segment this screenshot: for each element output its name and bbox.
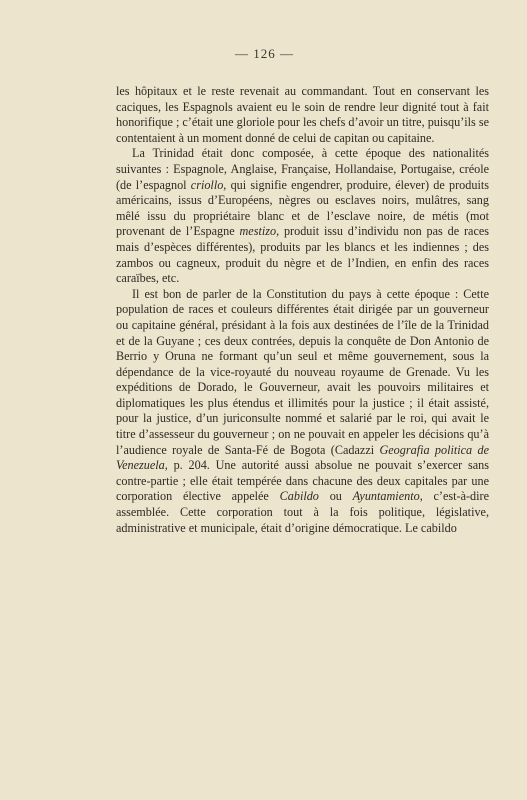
- italic-book-title: Geografia politica de Venezuela: [116, 442, 489, 473]
- paragraph-1: [116, 84, 489, 146]
- italic-term-mestizo: mestizo: [239, 224, 277, 239]
- paragraph-3-text-b: , p. 204. Une autorité aussi absolue ne pouvait s’exercer sans contre-partie ; elle était tempérée dans chacune des deux capitales par une corporation élective appelée: [116, 458, 489, 504]
- paragraph-2-text-a: La Trinidad était donc composée, à cette époque des nationalités suivantes : Espagnole, Anglaise, Française, Hollandaise, Portugaise, créole (de l’espagnol: [116, 146, 489, 192]
- body-text: [116, 84, 489, 536]
- paragraph-2: [116, 146, 489, 286]
- paragraph-1-text: les hôpitaux et le reste revenait au commandant. Tout en conservant les caciques, les Espagnols avaient eu le soin de rendre leur dignité tout à fait honorifique ; c’était une gloriole pour les chefs d’avoir un titre, puisqu’ils se contentaient à un moment donné de celui de capitan ou capitaine.: [116, 84, 489, 145]
- paragraph-3: [116, 287, 489, 537]
- paragraph-3-text-c: ou: [318, 489, 353, 504]
- italic-term-criollo: criollo: [190, 177, 224, 192]
- paragraph-2-text-c: , produit issu d’individu non pas de races mais d’espèces différentes), produits par les blancs et les indiennes ; des zambos ou cagneux, produit du nègre et de l’Indien, en enfin des races caraïbes, etc.: [116, 224, 490, 286]
- paragraph-2-text-b: , qui signifie engendrer, produire, élever) de produits américains, issus d’Européens, nègres ou esclaves noirs, mulâtres, sang mêlé issu du propriétaire blanc et de l’esclave noire, de métis (mot provenant de l’Espagne: [116, 177, 489, 239]
- italic-term-ayuntamiento: Ayuntamiento: [352, 489, 420, 504]
- italic-term-cabildo: Cabildo: [279, 489, 319, 504]
- paragraph-3-text-d: , c’est-à-dire assemblée. Cette corporation tout à la fois politique, législative, administrative et municipale, était d’origine démocratique. Le cabildo: [116, 489, 489, 535]
- paragraph-3-text-a: Il est bon de parler de la Constitution du pays à cette époque : Cette population de races et couleurs différentes était dirigée par un gouverneur ou capitaine général, présidant à la fois aux destinées de l’île de la Trinidad et de la Guyane ; ces deux contrées, depuis la conquête de Don Antonio de Berrio y Oruna ne formant qu’un seul et même gouvernement, sous la dépendance de la vice-royauté du nouveau royaume de Grenade. Vu les expéditions de Dorado, le Gouverneur, avait les pouvoirs militaires et diplomatiques les plus étendus et illimités pour la justice ; il était assisté, pour la justice, d’un juriconsulte nommé et salarié par le roi, qui avait le titre d’assesseur du gouverneur ; on ne pouvait en appeler les décisions qu’à l’audience royale de Santa-Fé de Bogota (Cadazzi: [116, 286, 489, 457]
- page-number: — 126 —: [235, 46, 294, 61]
